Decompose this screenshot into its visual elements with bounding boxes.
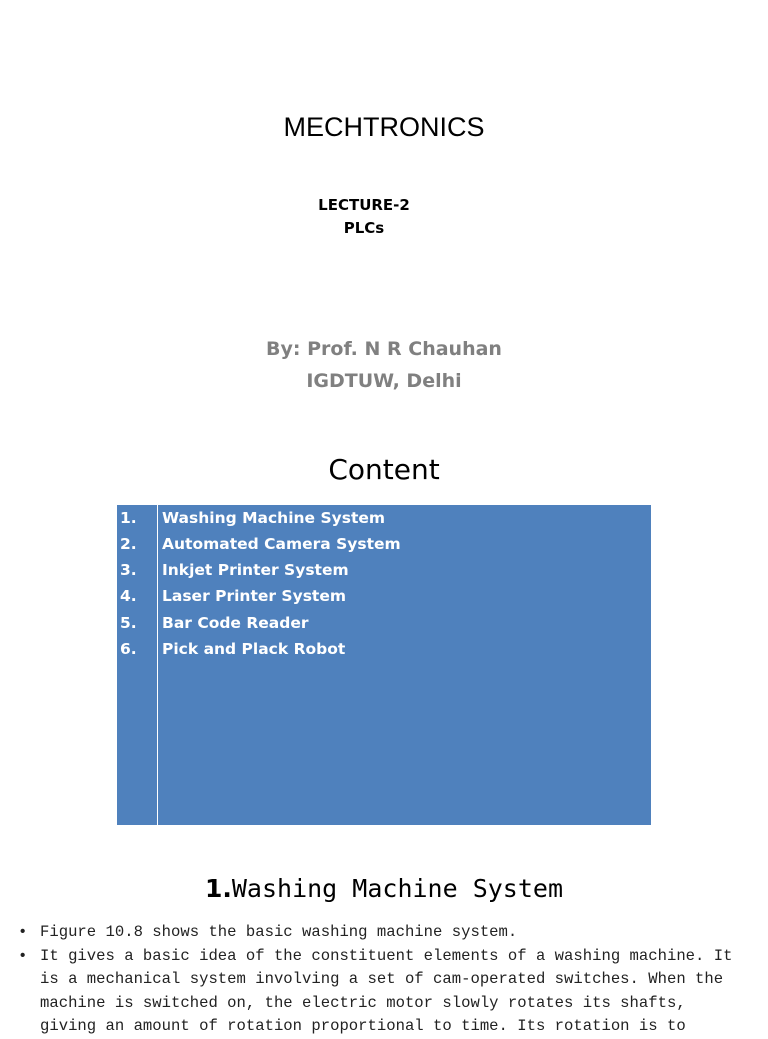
- lecture-subtitle: [300, 194, 428, 240]
- author-block: [0, 333, 768, 397]
- author-name: By: Prof. N R Chauhan: [266, 338, 502, 360]
- slide-title: MECHTRONICS: [283, 112, 485, 142]
- toc-number: 2.: [120, 535, 137, 553]
- toc-label: Automated Camera System: [162, 535, 401, 553]
- lecture-topic: PLCs: [343, 219, 385, 237]
- toc-label: Washing Machine System: [162, 509, 386, 527]
- bullet-icon: •: [18, 946, 28, 965]
- content-heading: Content: [328, 453, 440, 486]
- section-number: 1.: [204, 874, 232, 903]
- toc-number: 6.: [120, 640, 137, 658]
- toc-row: [117, 557, 651, 583]
- bullet-text: Figure 10.8 shows the basic washing machine system.: [40, 923, 518, 941]
- toc-row: [117, 531, 651, 557]
- toc-row: [117, 610, 651, 636]
- lecture-number: LECTURE-2: [318, 196, 410, 214]
- toc-row: [117, 505, 651, 531]
- toc-row: [117, 636, 651, 662]
- toc-label: Inkjet Printer System: [162, 561, 349, 579]
- toc-label: Pick and Plack Robot: [162, 640, 346, 658]
- toc-number: 5.: [120, 614, 137, 632]
- toc-number: 1.: [120, 509, 137, 527]
- bullet-list: [18, 921, 750, 1039]
- toc-number: 3.: [120, 561, 137, 579]
- table-of-contents: [117, 505, 651, 825]
- bullet-icon: •: [18, 923, 28, 941]
- bullet-text: It gives a basic idea of the constituent elements of a washing machine. It is a mechanical system involving a set of cam-operated switches. When the machine is switched on, the electric motor slowly rotates its shafts, giving an amount of rotation proportional to time. Its rotation ​​is to: [40, 946, 733, 1035]
- toc-row: [117, 583, 651, 609]
- toc-label: Bar Code Reader: [162, 614, 309, 632]
- section-heading: [0, 874, 768, 903]
- toc-number: 4.: [120, 587, 137, 605]
- bullet-item: [18, 945, 750, 1039]
- toc-label: Laser Printer System: [162, 587, 346, 605]
- section-title-text: Washing Machine System: [231, 874, 564, 903]
- author-institution: IGDTUW, Delhi: [306, 370, 462, 392]
- bullet-item: [18, 921, 750, 945]
